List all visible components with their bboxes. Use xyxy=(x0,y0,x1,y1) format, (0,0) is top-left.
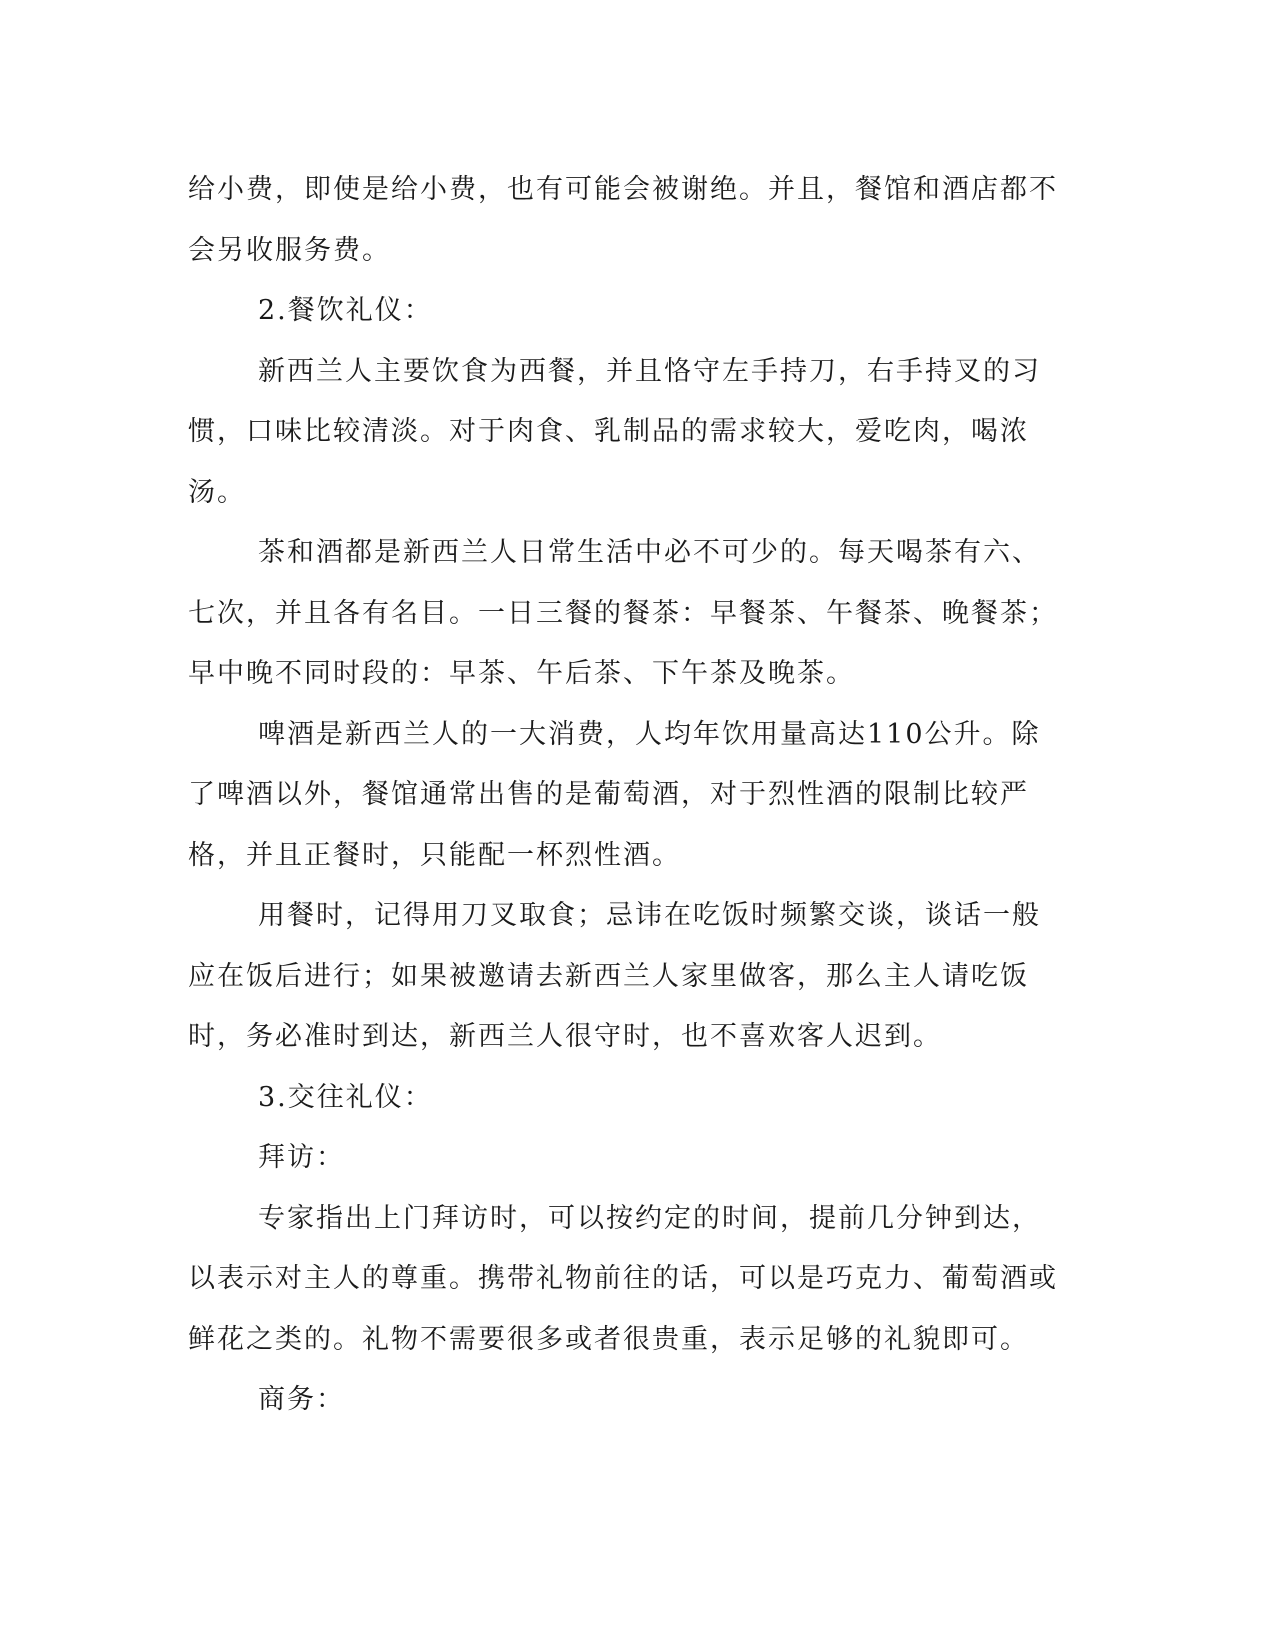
paragraph-tea-and-wine: 茶和酒都是新西兰人日常生活中必不可少的。每天喝茶有六、七次，并且各有名目。一日三餐的餐茶：早餐茶、午餐茶、晚餐茶；早中晚不同时段的：早茶、午后茶、下午茶及晚茶。 xyxy=(188,537,1058,689)
paragraph-tipping-continued: 给小费，即使是给小费，也有可能会被谢绝。并且，餐馆和酒店都不会另收服务费。 xyxy=(188,174,1058,266)
document-body xyxy=(188,160,1068,1431)
heading-social-etiquette: 3.交往礼仪： xyxy=(258,1081,433,1113)
paragraph-beer: 啤酒是新西兰人的一大消费，人均年饮用量高达110公升。除了啤酒以外，餐馆通常出售的是葡萄酒，对于烈性酒的限制比较严格，并且正餐时，只能配一杯烈性酒。 xyxy=(188,718,1041,871)
heading-dining-etiquette: 2.餐饮礼仪： xyxy=(258,295,433,326)
paragraph-table-manners: 用餐时，记得用刀叉取食；忌讳在吃饭时频繁交谈，谈话一般应在饭后进行；如果被邀请去新西兰人家里做客，那么主人请吃饭时，务必准时到达，新西兰人很守时，也不喜欢客人迟到。 xyxy=(188,900,1041,1052)
subheading-business: 商务： xyxy=(258,1384,345,1415)
paragraph-visiting: 专家指出上门拜访时，可以按约定的时间，提前几分钟到达，以表示对主人的尊重。携带礼物前往的话，可以是巧克力、葡萄酒或鲜花之类的。礼物不需要很多或者很贵重，表示足够的礼貌即可。 xyxy=(188,1202,1058,1355)
paragraph-diet: 新西兰人主要饮食为西餐，并且恪守左手持刀，右手持叉的习惯，口味比较清淡。对于肉食、乳制品的需求较大，爱吃肉，喝浓汤。 xyxy=(188,355,1041,508)
subheading-visiting: 拜访： xyxy=(258,1142,345,1173)
